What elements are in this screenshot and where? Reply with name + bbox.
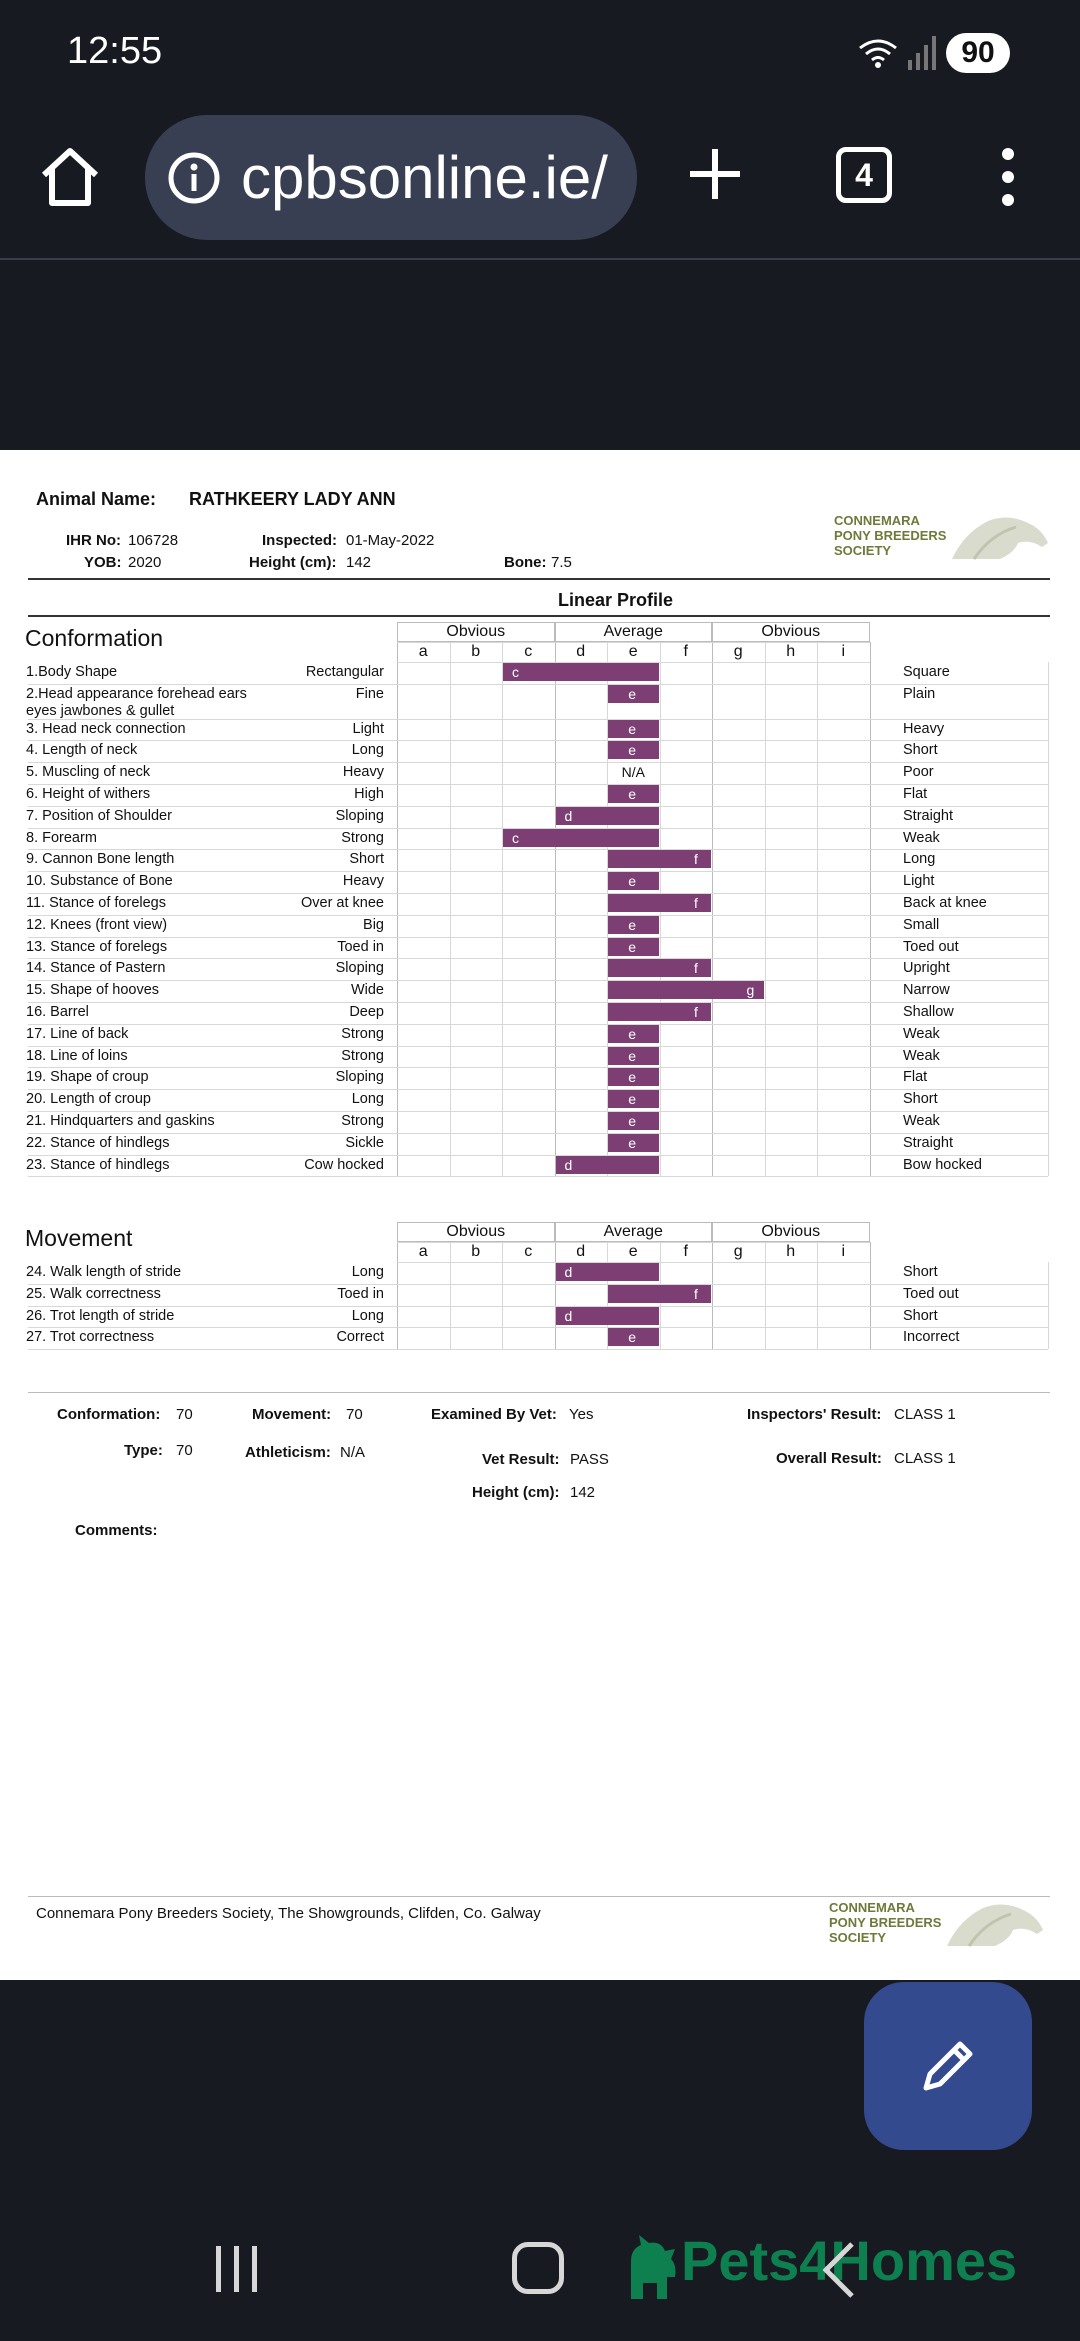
trait-label: 16. Barrel — [26, 1004, 89, 1021]
column-header-g: g — [733, 1243, 743, 1260]
logo-line-1: CONNEMARA — [834, 513, 920, 528]
trait-right-descriptor: Weak — [903, 1047, 940, 1064]
trait-left-descriptor: Sloping — [335, 807, 384, 824]
trait-right-descriptor: Upright — [903, 960, 950, 977]
trait-label: 18. Line of loins — [26, 1047, 128, 1064]
score-letter: c — [512, 664, 519, 680]
score-na: N/A — [621, 764, 645, 781]
column-header-d: d — [576, 643, 586, 660]
ihr-value: 106728 — [128, 532, 179, 549]
trait-label: 22. Stance of hindlegs — [26, 1134, 170, 1151]
ihr-label: IHR No: — [66, 532, 121, 549]
grid-line — [712, 642, 713, 1176]
column-header-i: i — [841, 1243, 846, 1260]
pdf-page — [0, 450, 1080, 1980]
athleticism-label: Athleticism: — [245, 1444, 331, 1461]
trait-label: 6. Height of withers — [26, 786, 151, 803]
grid-line — [1048, 1262, 1049, 1349]
grid-line — [712, 1242, 713, 1349]
row-divider — [28, 958, 1048, 959]
trait-left-descriptor: Long — [351, 1264, 384, 1280]
trait-left-descriptor: Toed in — [337, 1285, 384, 1302]
row-divider — [28, 1133, 1048, 1134]
summary-movement-label: Movement: — [252, 1406, 332, 1423]
trait-right-descriptor: Toed out — [903, 1285, 959, 1302]
row-divider — [28, 893, 1048, 894]
score-letter: e — [628, 1134, 637, 1151]
group-header: Obvious — [446, 1223, 506, 1240]
grid-line — [765, 642, 766, 1176]
trait-left-descriptor: Deep — [349, 1004, 384, 1021]
pony-head-logo-icon — [944, 513, 1054, 563]
trait-right-descriptor: Straight — [903, 807, 953, 824]
column-header-g: g — [733, 643, 743, 660]
score-letter: g — [746, 982, 755, 999]
group-header: Obvious — [446, 623, 506, 640]
footer-pony-head-logo-icon — [939, 1900, 1049, 1950]
trait-right-descriptor: Flat — [903, 1069, 928, 1086]
trait-right-descriptor: Weak — [903, 1113, 940, 1130]
row-divider — [28, 980, 1048, 981]
grid-line — [817, 1242, 818, 1349]
inspectors-value: CLASS 1 — [894, 1406, 956, 1423]
column-header-a: a — [418, 1243, 428, 1260]
trait-label: 15. Shape of hooves — [26, 982, 160, 999]
footer-address: Connemara Pony Breeders Society, The Showgrounds, Clifden, Co. Galway — [36, 1905, 541, 1922]
clock: 12:55 — [67, 30, 163, 72]
trait-right-descriptor: Heavy — [903, 720, 945, 737]
score-letter: e — [628, 916, 637, 933]
row-divider — [28, 1349, 1048, 1350]
trait-right-descriptor: Poor — [903, 764, 934, 781]
score-letter: e — [628, 1025, 637, 1042]
examined-label: Examined By Vet: — [431, 1406, 557, 1423]
row-divider — [28, 762, 1048, 763]
overall-result-label: Overall Result: — [776, 1450, 882, 1467]
trait-right-descriptor: Weak — [903, 829, 940, 846]
movement-title: Movement — [25, 1225, 133, 1251]
trait-left-descriptor: Heavy — [342, 764, 384, 781]
summary-movement-value: 70 — [346, 1406, 363, 1423]
score-letter: c — [512, 829, 519, 846]
row-divider — [28, 1046, 1048, 1047]
bone-value: 7.5 — [551, 554, 572, 571]
trait-label: 23. Stance of hindlegs — [26, 1156, 170, 1173]
trait-left-descriptor: Over at knee — [300, 895, 384, 912]
trait-right-descriptor: Narrow — [903, 982, 950, 999]
row-divider — [28, 915, 1048, 916]
trait-label: 5. Muscling of neck — [26, 764, 151, 781]
trait-label: 9. Cannon Bone length — [26, 851, 175, 868]
score-letter: d — [564, 807, 573, 824]
trait-label: 2.Head appearance forehead ears — [26, 685, 247, 702]
row-divider — [28, 1155, 1048, 1156]
row-divider — [28, 740, 1048, 741]
yob-value: 2020 — [128, 554, 162, 571]
trait-label: 20. Length of croup — [26, 1091, 151, 1108]
trait-left-descriptor: Long — [351, 1091, 384, 1108]
vet-result-value: PASS — [570, 1451, 609, 1468]
more-menu-icon[interactable] — [998, 145, 1018, 209]
grid-line — [765, 1242, 766, 1349]
column-header-a: a — [418, 643, 428, 660]
trait-left-descriptor: Correct — [336, 1329, 384, 1346]
trait-right-descriptor: Incorrect — [903, 1329, 960, 1346]
score-letter: f — [694, 960, 698, 977]
row-divider — [28, 806, 1048, 807]
tab-switcher-button[interactable]: 4 — [836, 147, 892, 203]
score-letter: e — [628, 1069, 637, 1086]
column-header-e: e — [628, 643, 638, 660]
comments-label: Comments: — [75, 1522, 158, 1539]
row-divider — [28, 1111, 1048, 1112]
examined-value: Yes — [569, 1406, 594, 1423]
trait-left-descriptor: Strong — [341, 829, 384, 846]
type-value: 70 — [176, 1442, 193, 1459]
grid-line — [450, 1242, 451, 1349]
grid-line — [397, 1242, 870, 1243]
trait-right-descriptor: Long — [903, 851, 936, 868]
row-divider — [28, 1306, 1048, 1307]
recents-icon[interactable] — [212, 2246, 262, 2292]
trait-right-descriptor: Short — [903, 1264, 938, 1280]
trait-label: 27. Trot correctness — [26, 1329, 155, 1346]
score-letter: e — [628, 720, 637, 737]
trait-right-descriptor: Bow hocked — [903, 1156, 982, 1173]
trait-label: 21. Hindquarters and gaskins — [26, 1113, 215, 1130]
trait-label: 7. Position of Shoulder — [26, 807, 172, 824]
score-bar — [503, 663, 659, 681]
grid-line — [870, 642, 871, 1176]
column-header-e: e — [628, 1243, 638, 1260]
trait-left-descriptor: Long — [351, 1307, 384, 1324]
trait-left-descriptor: Sloping — [335, 960, 384, 977]
athleticism-value: N/A — [340, 1444, 366, 1461]
vet-result-label: Vet Result: — [482, 1451, 560, 1468]
conformation-title: Conformation — [25, 625, 164, 651]
grid-line — [870, 1242, 871, 1349]
grid-line — [502, 1242, 503, 1349]
trait-left-descriptor: Big — [363, 916, 384, 933]
trait-right-descriptor: Weak — [903, 1025, 940, 1042]
column-header-i: i — [841, 643, 846, 660]
signal-icon — [908, 36, 938, 70]
score-letter: d — [564, 1264, 573, 1280]
score-letter: e — [628, 1113, 637, 1130]
trait-label: 12. Knees (front view) — [26, 916, 168, 933]
info-icon[interactable] — [167, 151, 221, 205]
column-header-b: b — [471, 643, 481, 660]
bone-label: Bone: — [504, 554, 547, 571]
back-icon[interactable] — [818, 2240, 858, 2300]
column-header-f: f — [683, 643, 688, 660]
home-icon[interactable] — [38, 145, 102, 209]
column-header-d: d — [576, 1243, 586, 1260]
trait-left-descriptor: Strong — [341, 1025, 384, 1042]
grid-line — [450, 642, 451, 1176]
grid-line — [397, 642, 398, 1176]
row-divider — [28, 849, 1048, 850]
trait-right-descriptor: Back at knee — [903, 895, 987, 912]
height-label: Height (cm): — [249, 554, 337, 571]
score-letter: e — [628, 742, 637, 759]
trait-label: 10. Substance of Bone — [26, 873, 173, 890]
grid-line — [502, 642, 503, 1176]
group-header: Average — [603, 1223, 663, 1240]
trait-left-descriptor: Strong — [341, 1047, 384, 1064]
trait-right-descriptor: Short — [903, 1307, 938, 1324]
nav-home-button[interactable] — [512, 2242, 564, 2294]
trait-left-descriptor: Fine — [355, 685, 384, 702]
score-bar — [608, 981, 764, 999]
trait-label: 1.Body Shape — [26, 664, 118, 680]
trait-left-descriptor: Cow hocked — [304, 1156, 384, 1173]
trait-right-descriptor: Shallow — [903, 1004, 954, 1021]
trait-left-descriptor: Short — [349, 851, 384, 868]
logo-line-3: SOCIETY — [834, 543, 892, 558]
trait-label: 14. Stance of Pastern — [26, 960, 166, 977]
score-letter: f — [694, 1285, 698, 1302]
trait-left-descriptor: Light — [352, 720, 384, 737]
score-letter: e — [628, 786, 637, 803]
trait-right-descriptor: Plain — [903, 685, 936, 702]
row-divider — [28, 1284, 1048, 1285]
trait-label: 3. Head neck connection — [26, 720, 186, 737]
animal-name-label: Animal Name: — [36, 489, 157, 509]
score-letter: f — [694, 895, 698, 912]
row-divider — [28, 937, 1048, 938]
score-letter: e — [628, 1091, 637, 1108]
score-letter: f — [694, 1004, 698, 1021]
trait-label: 25. Walk correctness — [26, 1285, 161, 1302]
grid-line — [397, 642, 870, 643]
inspected-label: Inspected: — [262, 532, 338, 549]
grid-line — [555, 642, 556, 1176]
trait-label: 26. Trot length of stride — [26, 1307, 175, 1324]
trait-right-descriptor: Small — [903, 916, 940, 933]
score-letter: d — [564, 1307, 573, 1324]
row-divider — [28, 719, 1048, 720]
row-divider — [28, 871, 1048, 872]
trait-left-descriptor: High — [354, 786, 384, 803]
score-letter: f — [694, 851, 698, 868]
trait-left-descriptor: Toed in — [337, 938, 384, 955]
edit-fab-button[interactable] — [864, 1982, 1032, 2150]
row-divider — [28, 1067, 1048, 1068]
trait-left-descriptor: Strong — [341, 1113, 384, 1130]
group-header: Obvious — [761, 623, 821, 640]
pets4homes-logo-icon — [625, 2231, 681, 2299]
trait-left-descriptor: Rectangular — [305, 664, 384, 680]
grid-line — [555, 1242, 556, 1349]
trait-left-descriptor: Wide — [350, 982, 384, 999]
logo-line-2: PONY BREEDERS — [834, 528, 947, 543]
overall-result-value: CLASS 1 — [894, 1450, 956, 1467]
trait-right-descriptor: Straight — [903, 1134, 953, 1151]
score-letter: e — [628, 685, 637, 702]
new-tab-icon[interactable] — [686, 145, 744, 203]
row-divider — [28, 684, 1048, 685]
trait-right-descriptor: Short — [903, 742, 938, 759]
grid-line — [817, 642, 818, 1176]
status-bar — [0, 0, 1080, 105]
trait-left-descriptor: Long — [351, 742, 384, 759]
footer-logo-line-1: CONNEMARA — [829, 1900, 915, 1915]
trait-left-descriptor: Heavy — [342, 873, 384, 890]
trait-label: 11. Stance of forelegs — [26, 895, 166, 912]
score-letter: e — [628, 1329, 637, 1346]
row-divider — [28, 1024, 1048, 1025]
trait-right-descriptor: Square — [903, 664, 950, 680]
footer-logo-line-2: PONY BREEDERS — [829, 1915, 942, 1930]
browser-toolbar — [0, 105, 1080, 260]
grid-line — [397, 1242, 398, 1349]
trait-label: 8. Forearm — [26, 829, 97, 846]
row-divider — [28, 1327, 1048, 1328]
column-header-h: h — [786, 1243, 796, 1260]
score-bar — [503, 829, 659, 847]
trait-label: 17. Line of back — [26, 1025, 129, 1042]
trait-label: 4. Length of neck — [26, 742, 138, 759]
trait-label: 19. Shape of croup — [26, 1069, 149, 1086]
score-letter: e — [628, 1047, 637, 1064]
footer-logo-line-3: SOCIETY — [829, 1930, 887, 1945]
type-label: Type: — [124, 1442, 163, 1459]
group-header: Obvious — [761, 1223, 821, 1240]
inspected-value: 01-May-2022 — [346, 532, 435, 549]
column-header-b: b — [471, 1243, 481, 1260]
trait-label-line2: eyes jawbones & gullet — [26, 702, 175, 719]
column-header-c: c — [524, 643, 533, 660]
trait-label: 13. Stance of forelegs — [26, 938, 168, 955]
summary-conformation-label: Conformation: — [57, 1406, 161, 1423]
score-letter: e — [628, 938, 637, 955]
trait-right-descriptor: Short — [903, 1091, 938, 1108]
footer-cpbs-logo — [829, 1900, 1049, 1960]
summary-conformation-value: 70 — [176, 1406, 193, 1423]
trait-right-descriptor: Light — [903, 873, 935, 890]
column-header-f: f — [683, 1243, 688, 1260]
column-header-h: h — [786, 643, 796, 660]
trait-label: 24. Walk length of stride — [26, 1264, 182, 1280]
url-text: cpbsonline.ie/ — [241, 144, 608, 211]
score-letter: e — [628, 873, 637, 890]
summary-height-label: Height (cm): — [472, 1484, 560, 1501]
row-divider — [28, 1176, 1048, 1177]
score-letter: d — [564, 1156, 573, 1173]
watermark-text: Pets4Homes — [681, 2229, 1018, 2292]
row-divider — [28, 1002, 1048, 1003]
animal-name: RATHKEERY LADY ANN — [189, 489, 396, 509]
address-bar[interactable] — [145, 115, 637, 240]
inspectors-label: Inspectors' Result: — [747, 1406, 882, 1423]
trait-left-descriptor: Sickle — [345, 1134, 384, 1151]
pencil-icon — [916, 2034, 980, 2098]
height-value: 142 — [346, 554, 372, 571]
wifi-icon — [858, 38, 898, 68]
yob-label: YOB: — [84, 554, 122, 571]
trait-left-descriptor: Sloping — [335, 1069, 384, 1086]
group-header: Average — [603, 623, 663, 640]
trait-right-descriptor: Flat — [903, 786, 928, 803]
summary-height-value: 142 — [570, 1484, 596, 1501]
cpbs-logo — [834, 513, 1054, 573]
linear-profile-title: Linear Profile — [558, 590, 674, 610]
trait-right-descriptor: Toed out — [903, 938, 959, 955]
row-divider — [28, 784, 1048, 785]
grid-line — [1048, 662, 1049, 1176]
toolbar-divider — [0, 258, 1080, 260]
column-header-c: c — [524, 1243, 533, 1260]
battery-indicator: 90 — [946, 33, 1010, 73]
row-divider — [28, 1089, 1048, 1090]
